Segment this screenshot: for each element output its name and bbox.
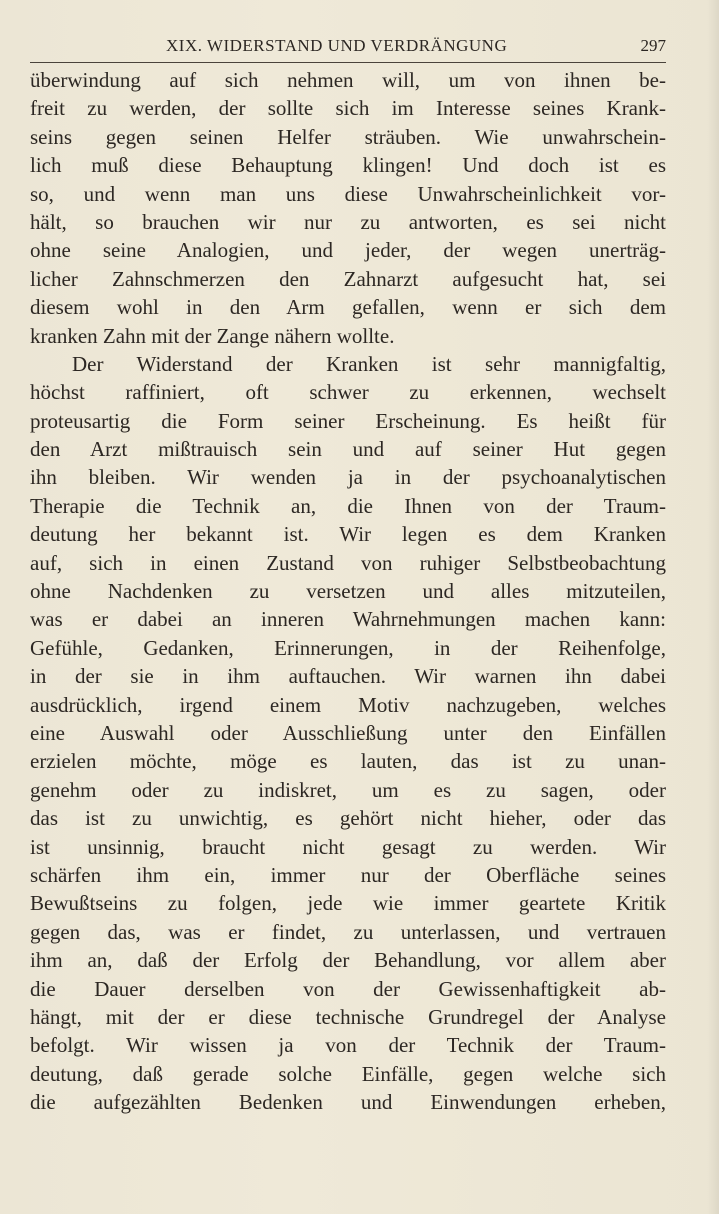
text-line: ohne Nachdenken zu versetzen und alles mitzuteilen, xyxy=(30,579,666,604)
text-line: so, und wenn man uns diese Unwahrscheinlichkeit vor- xyxy=(30,181,666,206)
text-line: freit zu werden, der sollte sich im Interesse seines Krank- xyxy=(30,96,666,121)
text-line: seins gegen seinen Helfer sträuben. Wie unwahrschein- xyxy=(30,124,666,149)
text-line: überwindung auf sich nehmen will, um von ihnen be- xyxy=(30,68,666,92)
text-line: die Dauer derselben von der Gewissenhaftigkeit ab- xyxy=(30,976,666,1001)
text-line: in der sie in ihm auftauchen. Wir warnen ihn dabei xyxy=(30,664,666,689)
text-line: erzielen möchte, möge es lauten, das ist zu unan- xyxy=(30,749,666,774)
text-line: eine Auswahl oder Ausschließung unter den Einfällen xyxy=(30,720,666,745)
text-line: hängt, mit der er diese technische Grundregel der Analyse xyxy=(30,1004,666,1029)
running-title: XIX. WIDERSTAND UND VERDRÄNGUNG xyxy=(166,36,508,55)
text-line: Therapie die Technik an, die Ihnen von der Traum- xyxy=(30,493,666,518)
text-line: befolgt. Wir wissen ja von der Technik der Traum- xyxy=(30,1033,666,1058)
page-edge-shadow xyxy=(707,0,719,1214)
text-line: ihm an, daß der Erfolg der Behandlung, vor allem aber xyxy=(30,948,666,973)
text-line: schärfen ihm ein, immer nur der Oberfläche seines xyxy=(30,862,666,887)
page-number: 297 xyxy=(640,36,666,55)
text-line: Der Widerstand der Kranken ist sehr mannigfaltig, xyxy=(72,351,666,376)
text-line: deutung her bekannt ist. Wir legen es dem Kranken xyxy=(30,522,666,547)
text-line: proteusartig die Form seiner Erscheinung. Es heißt für xyxy=(30,408,666,433)
text-line: diesem wohl in den Arm gefallen, wenn er sich dem xyxy=(30,295,666,320)
text-line: ausdrücklich, irgend einem Motiv nachzugeben, welches xyxy=(30,692,666,717)
text-line: ist unsinnig, braucht nicht gesagt zu werden. Wir xyxy=(30,834,666,859)
running-header xyxy=(30,36,666,63)
text-line: das ist zu unwichtig, es gehört nicht hieher, oder das xyxy=(30,806,666,831)
text-line: höchst raffiniert, oft schwer zu erkennen, wechselt xyxy=(30,380,666,405)
text-line: auf, sich in einen Zustand von ruhiger Selbstbeobachtung xyxy=(30,550,666,575)
text-line: den Arzt mißtrauisch sein und auf seiner Hut gegen xyxy=(30,437,666,462)
text-line: die aufgezählten Bedenken und Einwendungen erheben, xyxy=(30,1090,666,1115)
text-line: Gefühle, Gedanken, Erinnerungen, in der Reihenfolge, xyxy=(30,635,666,660)
text-line: kranken Zahn mit der Zange nähern wollte. xyxy=(30,323,395,348)
text-line: hält, so brauchen wir nur zu antworten, es sei nicht xyxy=(30,209,666,234)
text-line: deutung, daß gerade solche Einfälle, gegen welche sich xyxy=(30,1061,666,1086)
text-line: genehm oder zu indiskret, um es zu sagen, oder xyxy=(30,777,666,802)
body-text xyxy=(30,66,666,1116)
text-line: was er dabei an inneren Wahrnehmungen machen kann: xyxy=(30,607,666,632)
text-line: ohne seine Analogien, und jeder, der wegen unerträg- xyxy=(30,238,666,263)
text-line: gegen das, was er findet, zu unterlassen, und vertrauen xyxy=(30,919,666,944)
text-line: licher Zahnschmerzen den Zahnarzt aufgesucht hat, sei xyxy=(30,266,666,291)
text-line: ihn bleiben. Wir wenden ja in der psychoanalytischen xyxy=(30,465,666,490)
text-line: Bewußtseins zu folgen, jede wie immer geartete Kritik xyxy=(30,891,666,916)
text-line: lich muß diese Behauptung klingen! Und doch ist es xyxy=(30,153,666,178)
